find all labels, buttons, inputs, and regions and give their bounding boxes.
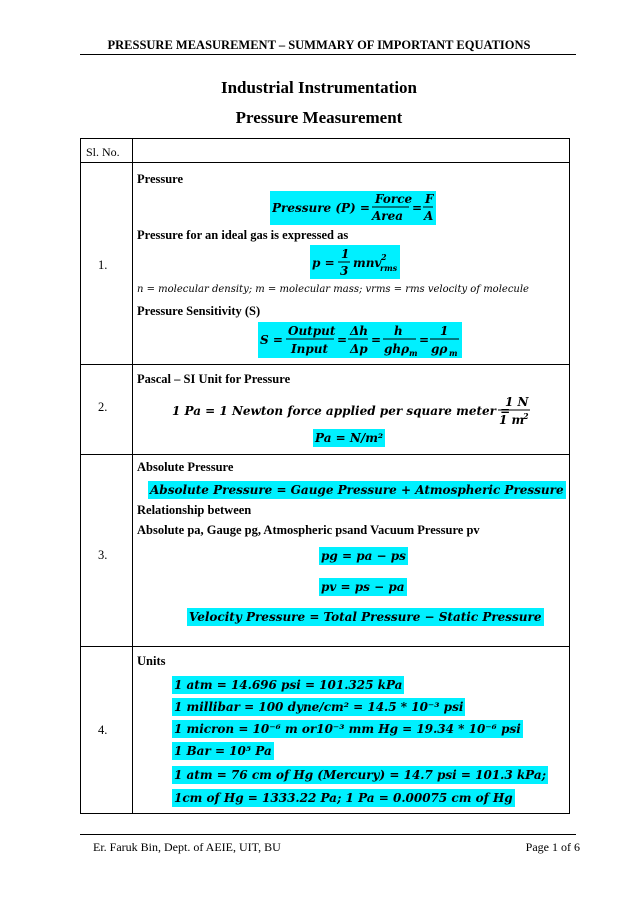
svg-text:=: =	[371, 333, 382, 347]
row-number: 2.	[98, 400, 108, 414]
equation-pascal-unit: Pa = N/m²	[315, 431, 384, 445]
svg-text:S =: S =	[260, 333, 283, 347]
label-absolute-pressure: Absolute Pressure	[137, 460, 234, 474]
unit-conversion-line: 1 atm = 14.696 psi = 101.325 kPa	[174, 678, 403, 692]
column-header-sl-no: Sl. No.	[86, 145, 120, 159]
footer-page-number: Page 1 of 6	[525, 840, 580, 854]
svg-text:=: =	[419, 333, 430, 347]
document-subtitle: Pressure Measurement	[235, 108, 403, 127]
svg-text:1: 1	[440, 324, 449, 338]
unit-conversion-line: 1 atm = 76 cm of Hg (Mercury) = 14.7 psi = 101.3 kPa;	[174, 768, 547, 782]
equation-pressure-graphic	[272, 192, 434, 224]
row-number: 3.	[98, 548, 108, 562]
svg-text:Δp: Δp	[350, 342, 368, 356]
equation-ideal-gas	[310, 245, 400, 279]
svg-text:Area: Area	[372, 209, 404, 223]
label-relationship: Relationship between	[137, 503, 252, 517]
header-rule	[80, 54, 576, 55]
unit-conversion-line: 1cm of Hg = 1333.22 Pa; 1 Pa = 0.00075 cm of Hg	[174, 791, 513, 805]
label-sensitivity: Pressure Sensitivity (S)	[137, 304, 261, 318]
equation-velocity-pressure: Velocity Pressure = Total Pressure − Static Pressure	[189, 610, 542, 624]
svg-text:1 m: 1 m	[499, 413, 525, 427]
molecule-note: n = molecular density; m = molecular mass; vrms = rms velocity of molecule	[137, 284, 529, 295]
svg-text:ghρ: ghρ	[384, 342, 410, 356]
equation-ideal-gas-graphic	[312, 246, 398, 278]
footer-rule	[80, 834, 576, 835]
footer-author: Er. Faruk Bin, Dept. of AEIE, UIT, BU	[93, 840, 281, 854]
svg-text:p =: p =	[312, 256, 335, 270]
equation-pascal-definition	[172, 394, 532, 431]
label-pascal: Pascal – SI Unit for Pressure	[137, 372, 291, 386]
unit-conversion-line: 1 micron = 10⁻⁶ m or10⁻³ mm Hg = 19.34 * 10⁻⁶ psi	[174, 722, 521, 736]
svg-text:m: m	[409, 348, 418, 357]
equation-gauge-pressure: pg = pa − ps	[321, 549, 406, 563]
equation-absolute-pressure: Absolute Pressure = Gauge Pressure + Atmospheric Pressure	[150, 483, 564, 497]
row-divider	[80, 162, 570, 163]
equation-pressure	[270, 191, 436, 225]
svg-text:Output: Output	[288, 324, 336, 338]
row-number: 4.	[98, 723, 108, 737]
svg-text:2: 2	[381, 252, 387, 262]
equation-vacuum-pressure: pv = ps − pa	[321, 580, 405, 594]
svg-text:A: A	[424, 209, 434, 223]
row-divider	[80, 454, 570, 455]
svg-text:F: F	[425, 192, 434, 206]
unit-conversion-line: 1 millibar = 100 dyne/cm² = 14.5 * 10⁻³ psi	[174, 700, 464, 714]
svg-text:h: h	[394, 324, 403, 338]
svg-text:2: 2	[523, 411, 529, 421]
svg-text:mnv: mnv	[353, 256, 382, 270]
label-pressure-types: Absolute pa, Gauge pg, Atmospheric psand Vacuum Pressure pv	[137, 523, 480, 537]
svg-text:1 Pa = 1 Newton force applied: 1 Pa = 1 Newton force applied per square meter =	[172, 404, 511, 418]
equation-sensitivity-graphic	[260, 323, 460, 357]
document-title: Industrial Instrumentation	[220, 78, 417, 97]
equation-sensitivity	[258, 322, 462, 358]
svg-text:=: =	[337, 333, 348, 347]
column-divider	[132, 138, 133, 814]
svg-text:Δh: Δh	[350, 324, 369, 338]
svg-text:3: 3	[340, 264, 349, 278]
svg-text:1 N: 1 N	[505, 395, 529, 409]
svg-text:=: =	[412, 201, 423, 215]
svg-text:Pressure (P) =: Pressure (P) =	[272, 201, 370, 215]
svg-text:1: 1	[341, 247, 350, 261]
running-header: PRESSURE MEASUREMENT – SUMMARY OF IMPORTANT EQUATIONS	[107, 38, 531, 52]
row-divider	[80, 364, 570, 365]
svg-text:m: m	[449, 348, 458, 357]
label-pressure: Pressure	[137, 172, 184, 186]
row-number: 1.	[98, 258, 108, 272]
row-divider	[80, 646, 570, 647]
svg-text:Force: Force	[375, 192, 413, 206]
label-ideal-gas: Pressure for an ideal gas is expressed as	[137, 228, 349, 242]
equation-pascal-graphic	[172, 394, 532, 428]
svg-text:gρ: gρ	[431, 342, 448, 356]
svg-text:Input: Input	[291, 342, 328, 356]
svg-text:rms: rms	[380, 263, 398, 273]
label-units: Units	[137, 654, 166, 668]
unit-conversion-line: 1 Bar = 10⁵ Pa	[174, 744, 272, 758]
